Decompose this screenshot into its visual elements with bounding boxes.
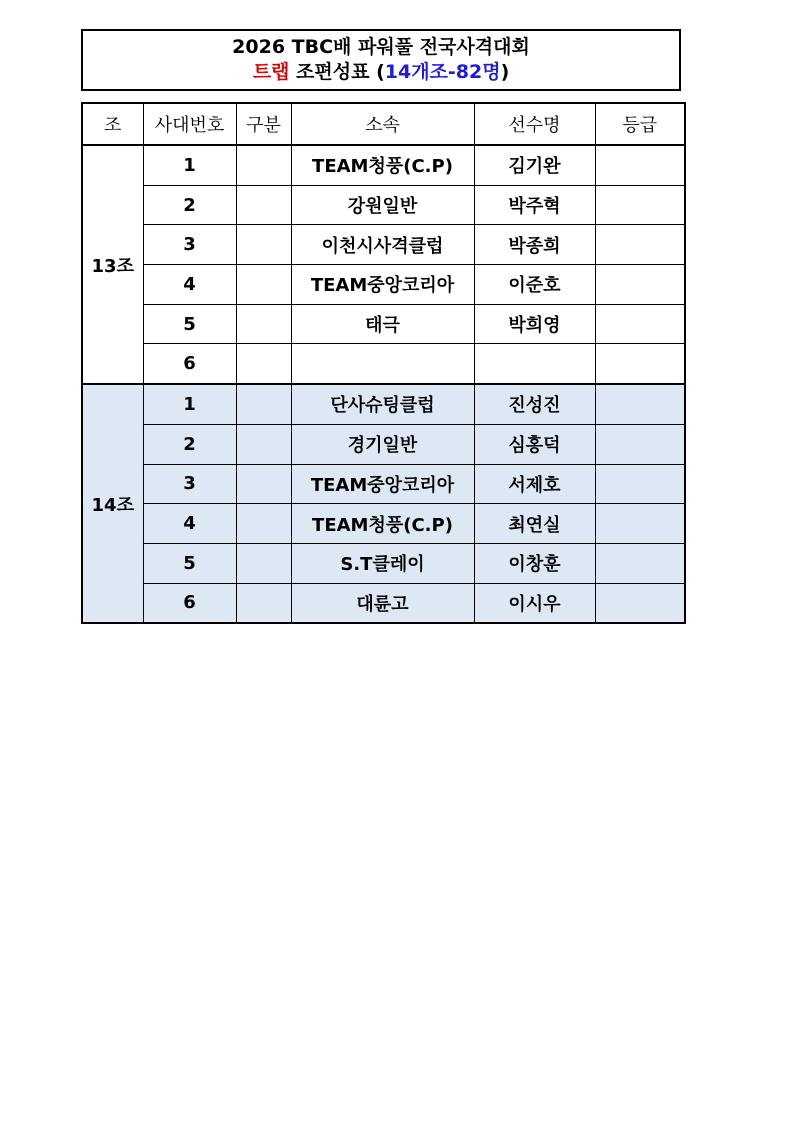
team-cell: S.T클레이 (291, 543, 474, 583)
grade-cell (595, 265, 685, 305)
lane-cell: 6 (143, 344, 236, 384)
table-row (82, 265, 685, 305)
type-cell (236, 424, 291, 464)
table-row (82, 225, 685, 265)
lane-cell: 1 (143, 145, 236, 185)
table-row (82, 185, 685, 225)
lane-cell: 4 (143, 265, 236, 305)
grade-cell (595, 543, 685, 583)
type-cell (236, 384, 291, 424)
grade-cell (595, 424, 685, 464)
type-cell (236, 145, 291, 185)
table-header-row (82, 103, 685, 145)
player-name-cell: 이창훈 (474, 543, 595, 583)
table-row (82, 543, 685, 583)
team-cell: 대륜고 (291, 583, 474, 623)
team-cell: 태극 (291, 304, 474, 344)
table-row (82, 464, 685, 504)
groups-info: 14개조-82명 (384, 61, 501, 83)
team-cell: TEAM청풍(C.P) (291, 504, 474, 544)
table-row (82, 145, 685, 185)
lane-cell: 5 (143, 304, 236, 344)
paren-close: ) (500, 61, 510, 83)
player-name-cell: 최연실 (474, 504, 595, 544)
team-cell: 경기일반 (291, 424, 474, 464)
table-row (82, 504, 685, 544)
table-row (82, 384, 685, 424)
table-row (82, 304, 685, 344)
team-cell: 이천시사격클럽 (291, 225, 474, 265)
table-row (82, 583, 685, 623)
type-cell (236, 344, 291, 384)
type-cell (236, 464, 291, 504)
type-cell (236, 225, 291, 265)
table-row (82, 424, 685, 464)
grade-cell (595, 304, 685, 344)
grade-cell (595, 504, 685, 544)
team-cell: TEAM중앙코리아 (291, 265, 474, 305)
group-label: 13조 (82, 145, 143, 384)
player-name-cell: 김기완 (474, 145, 595, 185)
type-cell (236, 185, 291, 225)
roster-table (81, 102, 686, 624)
lane-cell: 3 (143, 225, 236, 265)
player-name-cell: 심홍덕 (474, 424, 595, 464)
type-cell (236, 543, 291, 583)
lane-cell: 1 (143, 384, 236, 424)
lane-cell: 4 (143, 504, 236, 544)
document-title: 2026 TBC배 파워풀 전국사격대회 (232, 36, 530, 58)
type-cell (236, 265, 291, 305)
grade-cell (595, 185, 685, 225)
group-label: 14조 (82, 384, 143, 623)
grade-cell (595, 464, 685, 504)
lane-cell: 6 (143, 583, 236, 623)
event-name: 트랩 (252, 61, 290, 83)
player-name-cell (474, 344, 595, 384)
team-cell: 강원일반 (291, 185, 474, 225)
header-team: 소속 (291, 103, 474, 145)
roster-body (82, 145, 685, 623)
grade-cell (595, 583, 685, 623)
grade-cell (595, 145, 685, 185)
lane-cell: 2 (143, 185, 236, 225)
player-name-cell: 박희영 (474, 304, 595, 344)
type-cell (236, 504, 291, 544)
player-name-cell: 박주혁 (474, 185, 595, 225)
team-cell: 단사슈팅클럽 (291, 384, 474, 424)
team-cell: TEAM중앙코리아 (291, 464, 474, 504)
grade-cell (595, 344, 685, 384)
player-name-cell: 진성진 (474, 384, 595, 424)
title-box (81, 29, 681, 91)
lane-cell: 3 (143, 464, 236, 504)
team-cell (291, 344, 474, 384)
header-group: 조 (82, 103, 143, 145)
type-cell (236, 304, 291, 344)
subtitle-text: 조편성표 (296, 61, 370, 83)
player-name-cell: 서제호 (474, 464, 595, 504)
header-lane: 사대번호 (143, 103, 236, 145)
paren-open: ( (376, 61, 385, 83)
type-cell (236, 583, 291, 623)
header-grade: 등급 (595, 103, 685, 145)
header-type: 구분 (236, 103, 291, 145)
player-name-cell: 이시우 (474, 583, 595, 623)
player-name-cell: 이준호 (474, 265, 595, 305)
team-cell: TEAM청풍(C.P) (291, 145, 474, 185)
header-name: 선수명 (474, 103, 595, 145)
lane-cell: 5 (143, 543, 236, 583)
lane-cell: 2 (143, 424, 236, 464)
grade-cell (595, 384, 685, 424)
table-row (82, 344, 685, 384)
player-name-cell: 박종희 (474, 225, 595, 265)
document-subtitle (253, 60, 510, 85)
grade-cell (595, 225, 685, 265)
